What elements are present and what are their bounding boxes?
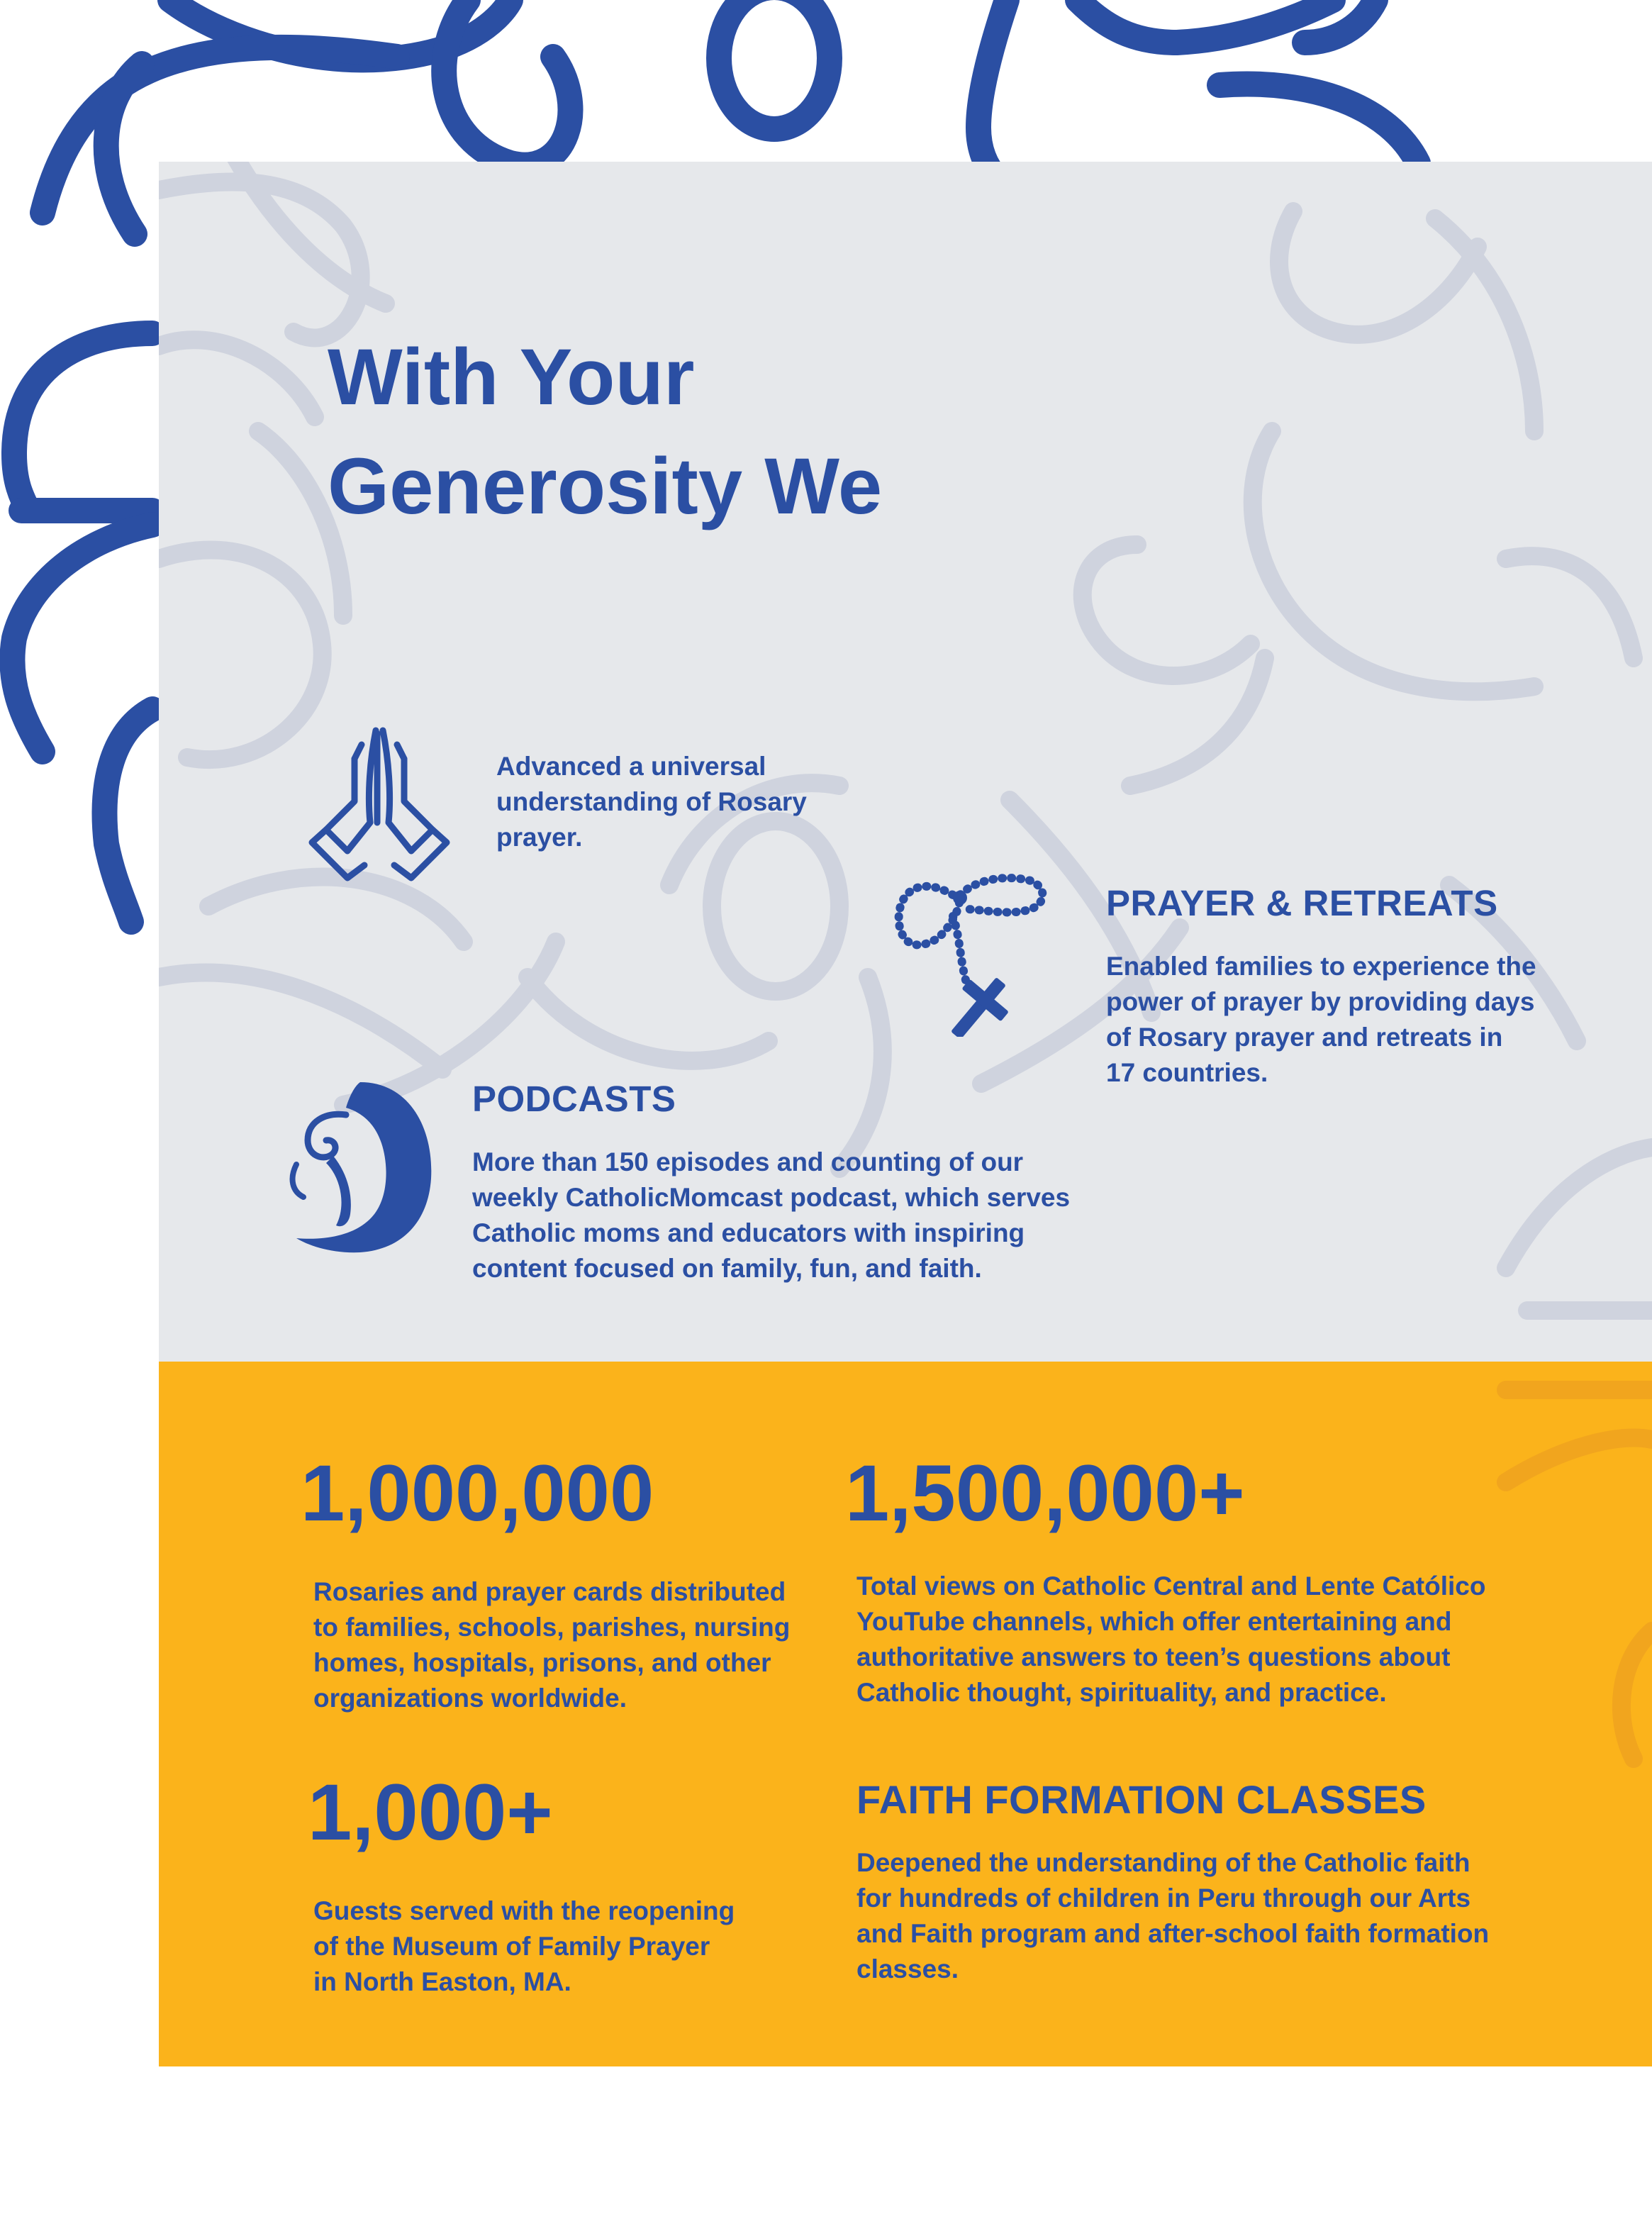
stat-views-block	[845, 1451, 1554, 1710]
faith-formation-heading: FAITH FORMATION CLASSES	[856, 1777, 1427, 1822]
stat-guests-block	[308, 1770, 847, 2000]
mother-child-icon	[282, 1072, 438, 1257]
stat-views-text: Total views on Catholic Central and Lente Católico YouTube channels, which offer entertaining and authoritative answers to teen’s questions about Catholic thought, spirituality, and practice.	[856, 1571, 1486, 1707]
praying-hands-icon	[305, 716, 454, 886]
prayer-retreats-heading: PRAYER & RETREATS	[1106, 883, 1498, 923]
prayer-retreats-text: Enabled families to experience the power of prayer by providing days of Rosary prayer and retreats in 17 countries.	[1106, 952, 1536, 1087]
stat-rosaries-block	[301, 1451, 839, 1716]
prayer-retreats-block	[1106, 882, 1645, 1091]
title-line-1: With Your	[328, 333, 695, 421]
stat-guests-value: 1,000+	[308, 1768, 553, 1857]
podcasts-heading: PODCASTS	[472, 1079, 676, 1119]
rosary-icon	[889, 867, 1052, 1037]
page-title	[328, 323, 1037, 541]
stat-rosaries-text: Rosaries and prayer cards distributed to families, schools, parishes, nursing homes, hospitals, prisons, and other organizations worldwide.	[313, 1577, 791, 1713]
rosary-understanding-block	[496, 749, 922, 855]
faith-formation-text: Deepened the understanding of the Catholic faith for hundreds of children in Peru through our Arts and Faith program and after-school faith formation classes.	[856, 1848, 1490, 1984]
rosary-understanding-text: Advanced a universal understanding of Rosary prayer.	[496, 752, 807, 852]
podcasts-block	[472, 1078, 1110, 1286]
title-line-2: Generosity We	[328, 442, 883, 530]
stat-rosaries-value: 1,000,000	[301, 1449, 654, 1537]
podcasts-text: More than 150 episodes and counting of our weekly CatholicMomcast podcast, which serves Catholic moms and educators with inspiring content focused on family, fun, and faith.	[472, 1147, 1071, 1283]
stat-guests-text: Guests served with the reopening of the Museum of Family Prayer in North Easton, MA.	[313, 1896, 735, 1996]
faith-formation-block	[856, 1779, 1566, 1987]
stat-views-value: 1,500,000+	[845, 1449, 1245, 1537]
